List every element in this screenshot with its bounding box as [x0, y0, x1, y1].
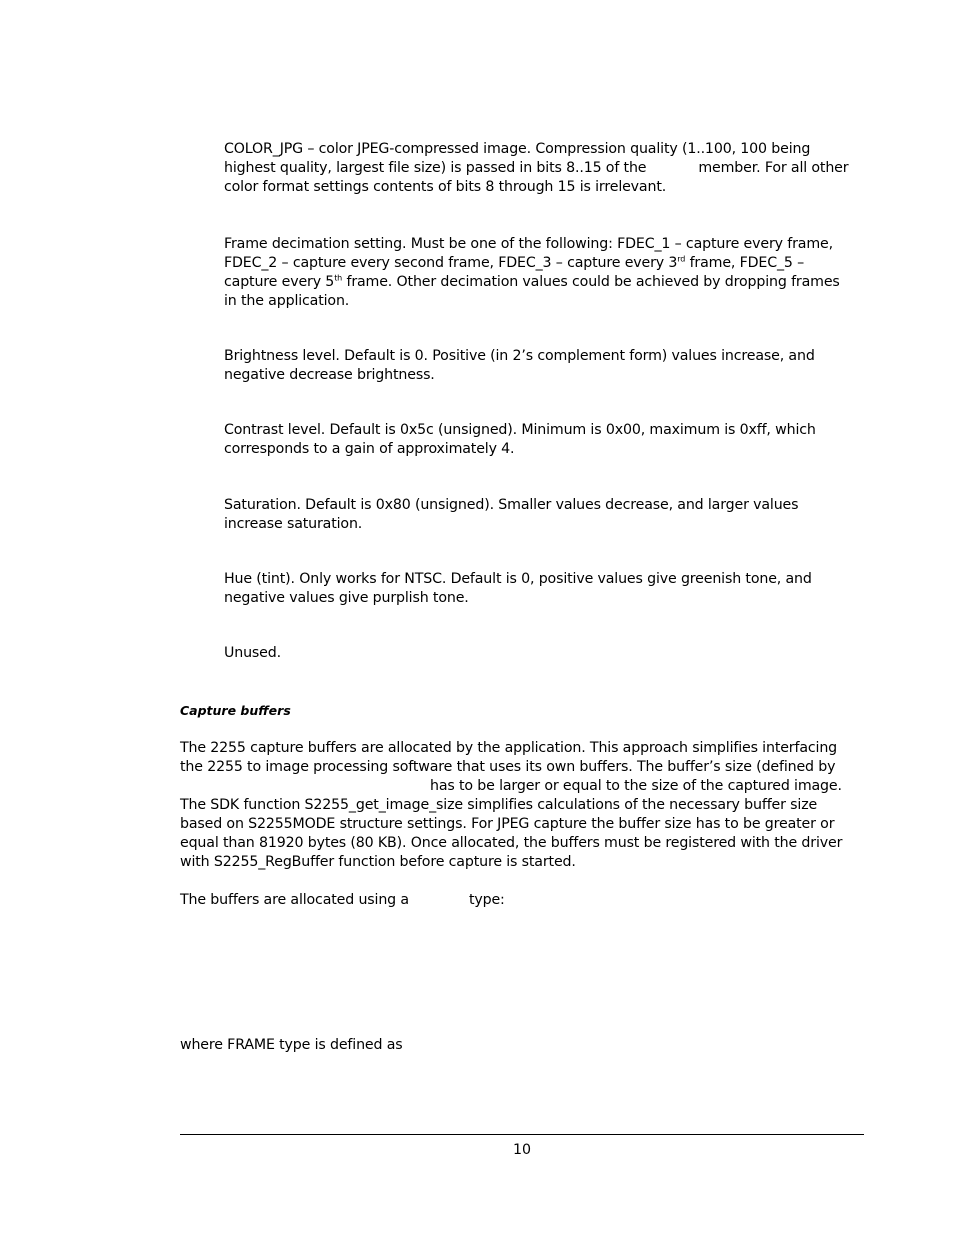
capture-buffers-paragraph: [180, 739, 860, 872]
param-hue-description: Hue (tint). Only works for NTSC. Default is 0, positive values give greenish tone, and negative values give purplish tone.: [224, 571, 812, 606]
page-number: 10: [512, 1142, 532, 1158]
param-saturation-description: Saturation. Default is 0x80 (unsigned). Smaller values decrease, and larger values increase saturation.: [224, 497, 799, 532]
capture-buffers-text-part1: The 2255 capture buffers are allocated by the application. This approach simplifies interfacing the 2255 to image processing software that uses its own buffers. The buffer’s size (defined by: [180, 740, 838, 775]
footer-divider: [180, 1134, 864, 1135]
fdec-superscript-th: th: [334, 273, 343, 283]
fdec-text-part1: Frame decimation setting. Must be one of the following: FDEC_1 – capture every frame, FDEC_2 – capture every second frame, FDEC_3 – capture every 3: [224, 236, 833, 271]
buffers-allocation-text-part1: The buffers are allocated using a: [180, 892, 409, 908]
fdec-text-part2: frame, FDEC_5 – capture every 5: [224, 255, 805, 290]
param-color-jpg-description: [224, 140, 856, 197]
param-brightness-description: Brightness level. Default is 0. Positive (in 2’s complement form) values increase, and negative decrease brightness.: [224, 348, 815, 383]
fdec-text-part3: frame. Other decimation values could be achieved by dropping frames in the application.: [224, 274, 840, 309]
fdec-superscript-rd: rd: [677, 254, 686, 264]
color-jpg-text-part2: member. For all other color format settings contents of bits 8 through 15 is irrelevant.: [224, 160, 849, 195]
param-fdec-description: [224, 235, 856, 311]
capture-buffers-text-part2: has to be larger or equal to the size of the captured image. The SDK function S2255_get_image_size simplifies calculations of the necessary buffer size based on S2255MODE structure settings. For JPEG capture the buffer size has to be greater or equal than 81920 bytes (80 KB). Once allocated, the buffers must be registered with the driver with S2255_RegBuffer function before capture is started.: [180, 778, 843, 870]
section-heading-capture-buffers: Capture buffers: [180, 703, 291, 718]
param-unused-description: Unused.: [224, 645, 281, 661]
buffers-allocation-paragraph: [180, 891, 860, 910]
color-jpg-text-part1: COLOR_JPG – color JPEG-compressed image. Compression quality (1..100, 100 being highest quality, largest file size) is passed in bits 8..15 of the: [224, 141, 811, 176]
buffers-allocation-text-part2: type:: [468, 892, 505, 908]
param-contrast-description: Contrast level. Default is 0x5c (unsigned). Minimum is 0x00, maximum is 0xff, which corresponds to a gain of approximately 4.: [224, 422, 816, 457]
frame-type-paragraph: where FRAME type is defined as: [180, 1037, 403, 1053]
